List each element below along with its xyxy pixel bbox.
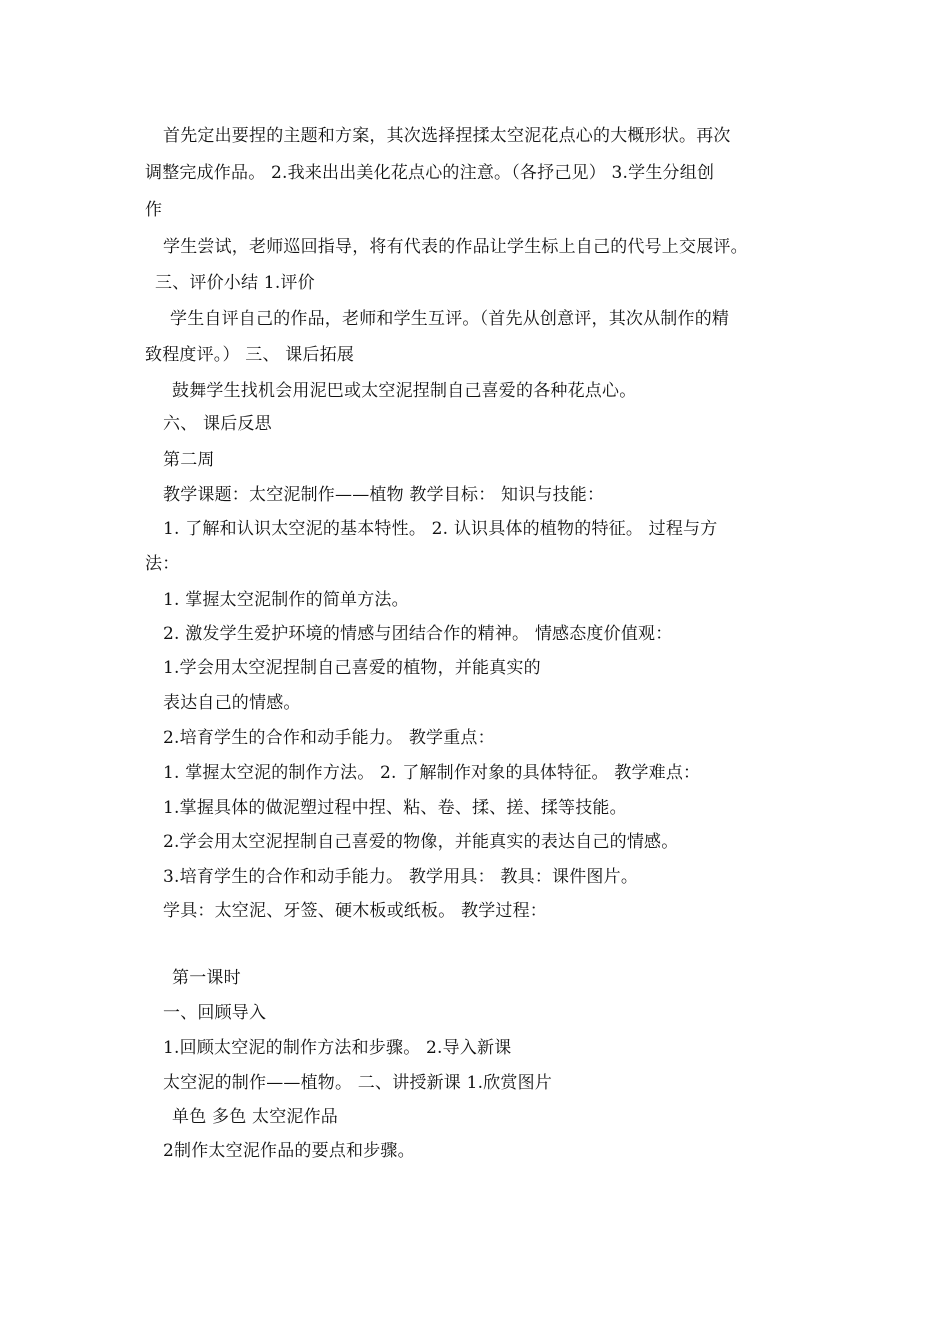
section-heading: 三、评价小结 1.评价 (155, 273, 315, 293)
text-line: 3.培育学生的合作和动手能力。 教学用具： 教具：课件图片。 (163, 867, 639, 887)
text-line: 2. 激发学生爱护环境的情感与团结合作的精神。 情感态度价值观： (163, 624, 673, 644)
text-line: 作 (145, 200, 163, 220)
text-line: 单色 多色 太空泥作品 (172, 1107, 339, 1127)
lesson-heading: 第一课时 (172, 968, 241, 988)
text-line: 学生尝试，老师巡回指导，将有代表的作品让学生标上自己的代号上交展评。 (163, 237, 748, 257)
text-line: 首先定出要捏的主题和方案，其次选择捏揉太空泥花点心的大概形状。再次 (163, 126, 731, 146)
text-line: 1.学会用太空泥捏制自己喜爱的植物，并能真实的 (163, 658, 541, 678)
section-heading: 六、 课后反思 (163, 414, 272, 434)
text-line: 学具：太空泥、牙签、硬木板或纸板。 教学过程： (163, 901, 548, 921)
text-line: 太空泥的制作——植物。 二、讲授新课 1.欣赏图片 (163, 1073, 553, 1093)
text-line: 致程度评。） 三、 课后拓展 (145, 345, 355, 365)
text-line: 2.培育学生的合作和动手能力。 教学重点： (163, 728, 495, 748)
text-line: 鼓舞学生找机会用泥巴或太空泥捏制自己喜爱的各种花点心。 (172, 381, 637, 401)
text-line: 表达自己的情感。 (163, 693, 301, 713)
section-heading: 一、回顾导入 (163, 1003, 267, 1023)
text-line: 1.掌握具体的做泥塑过程中捏、粘、卷、揉、搓、揉等技能。 (163, 798, 627, 818)
text-line: 2制作太空泥作品的要点和步骤。 (163, 1141, 415, 1161)
text-line: 2.学会用太空泥捏制自己喜爱的物像，并能真实的表达自己的情感。 (163, 832, 679, 852)
text-line: 1. 掌握太空泥的制作方法。 2. 了解制作对象的具体特征。 教学难点： (163, 763, 701, 783)
text-line: 调整完成作品。 2.我来出出美化花点心的注意。（各抒己见） 3.学生分组创 (145, 163, 715, 183)
text-line: 1. 掌握太空泥制作的简单方法。 (163, 590, 409, 610)
text-line: 1. 了解和认识太空泥的基本特性。 2. 认识具体的植物的特征。 过程与方 (163, 519, 718, 539)
week-heading: 第二周 (163, 450, 215, 470)
text-line: 法： (145, 554, 180, 574)
text-line: 1.回顾太空泥的制作方法和步骤。 2.导入新课 (163, 1038, 512, 1058)
text-line: 学生自评自己的作品，老师和学生互评。（首先从创意评，其次从制作的精 (170, 309, 730, 329)
text-line: 教学课题：太空泥制作——植物 教学目标： 知识与技能： (163, 485, 605, 505)
